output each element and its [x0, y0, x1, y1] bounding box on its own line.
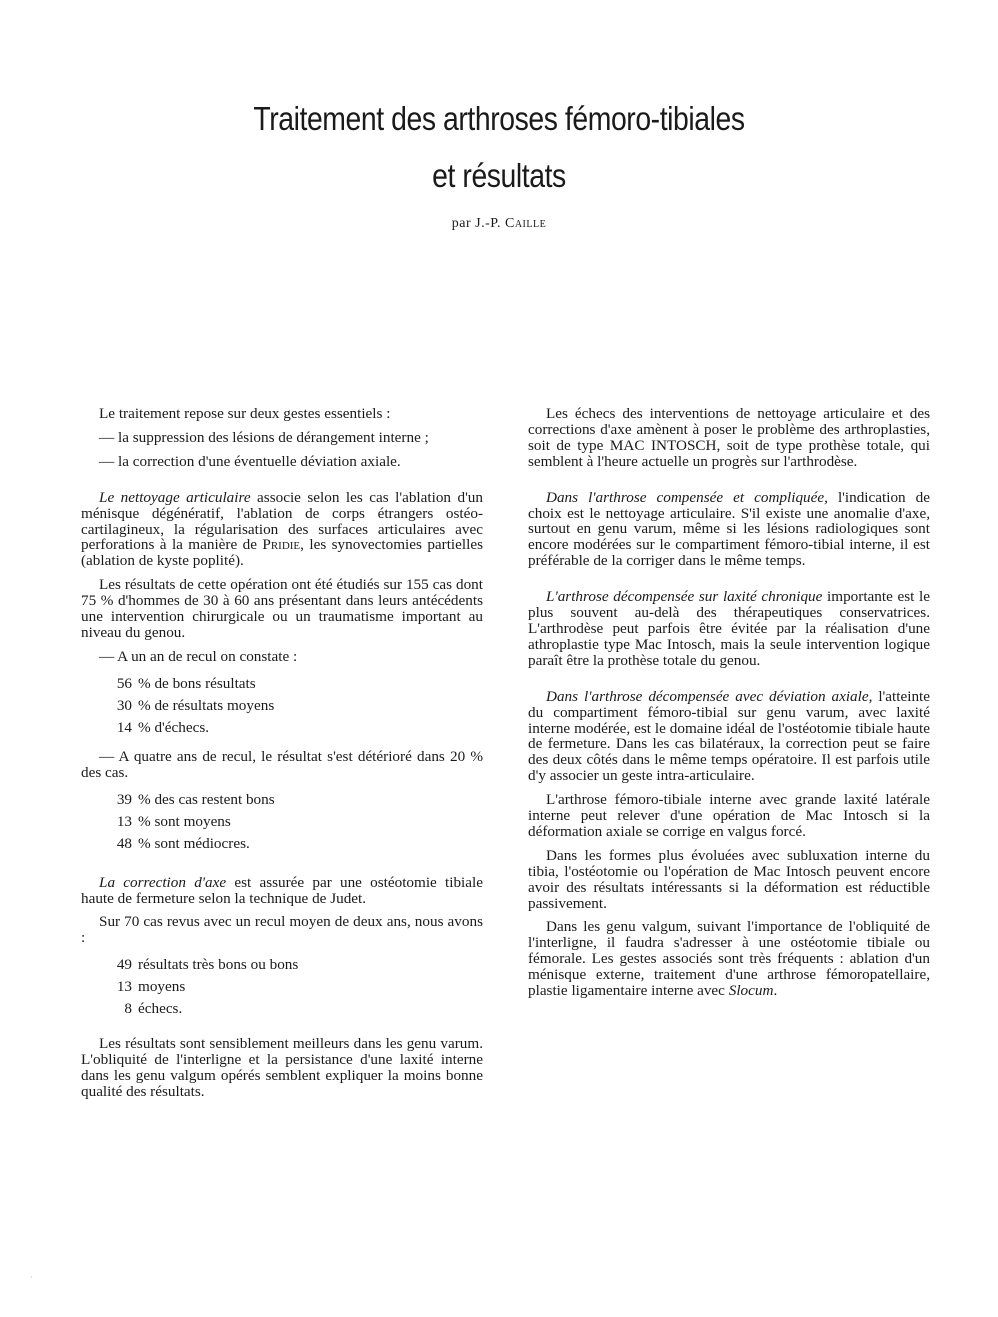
correction-text: est assurée par une ostéotomie tibiale haute de fermeture selon la technique de Judet.: [81, 873, 483, 907]
valgum-end: .: [773, 982, 778, 1000]
list-text: % de résultats moyens: [138, 696, 275, 714]
list-item: [116, 954, 483, 976]
list-number: 30: [116, 696, 132, 714]
list-item: [116, 998, 483, 1020]
right-column: [528, 406, 930, 1007]
slocum-name: Slocum: [728, 982, 774, 1000]
list-number: 8: [124, 1000, 132, 1018]
list-text: résultats très bons ou bons: [138, 956, 299, 974]
nettoyage-paragraph: [81, 490, 483, 570]
byline: [0, 216, 998, 232]
list-item: [116, 717, 483, 739]
list-text: échecs.: [138, 1000, 183, 1018]
title-line-1: Traitement des arthroses fémoro-tibiales: [253, 100, 745, 137]
subluxation-paragraph: Dans les formes plus évoluées avec subluxation interne du tibia, l'ostéotomie ou l'opération de Mac Intosch peuvent encore avoir des résultats intéressants si la déformation est réductible passivement.: [528, 846, 930, 912]
list-item: [116, 833, 483, 855]
compensee-heading: Dans l'arthrose compensée et compliquée,: [546, 488, 828, 506]
article-title: [70, 90, 928, 204]
left-column: [81, 406, 483, 1108]
list-text: % des cas restent bons: [138, 790, 275, 808]
list-number: 14: [116, 718, 132, 736]
title-line-2: et résultats: [432, 157, 566, 194]
compensee-text: l'indication de choix est le nettoyage articulaire. S'il existe une anomalie d'axe, surtout en genu varum, même si les lésions radiologiques sont encore modérées sur le compartiment fémoro-tibial interne, il est préférable de la corriger dans le même temps.: [528, 488, 930, 570]
list-text: % de bons résultats: [138, 674, 256, 692]
byline-prefix: par J.-P.: [451, 216, 501, 231]
list-text: % sont moyens: [138, 812, 231, 830]
list-number: 56: [116, 674, 132, 692]
resultats-paragraph: Les résultats de cette opération ont été étudiés sur 155 cas dont 75 % d'hommes de 30 à 60 ans présentant dans leurs antécédents une intervention chirurgicale ou un traumatisme important au niveau du genou.: [81, 576, 483, 641]
list-text: moyens: [138, 978, 186, 996]
list-number: 49: [116, 956, 132, 974]
list-item: [116, 789, 483, 811]
deviation-heading: Dans l'arthrose décompensée avec déviation axiale,: [546, 687, 873, 705]
margin-mark: ·: [30, 1272, 33, 1282]
list-text: % sont médiocres.: [138, 834, 250, 852]
laxite-text: importante est le plus souvent au-delà des thérapeutiques conservatrices. L'arthrodèse peut parfois être évitée par la réalisation d'une athroplastie type Mac Intosch, mais la seule intervention logique paraît être la prothèse totale du genou.: [528, 588, 931, 669]
list-item: [116, 811, 483, 833]
meilleurs-paragraph: Les résultats sont sensiblement meilleurs dans les genu varum. L'obliquité de l'interligne et la persistance d'une laxité interne dans les genu valgum opérés semblent expliquer la moins bonne qualité des résultats.: [81, 1035, 483, 1100]
list-text: % d'échecs.: [138, 718, 210, 736]
valgum-text: Dans les genu valgum, suivant l'importance de l'obliquité de l'interligne, il faudra s'adresser à une ostéotomie tibiale ou fémorale. Les gestes associés sont très fréquents : ablation d'un ménisque externe, traitement d'une arthrose fémoropatellaire, plastie ligamentaire interne avec: [528, 918, 930, 1000]
laxite-paragraph: [528, 589, 930, 669]
deviation-text: l'atteinte du compartiment fémoro-tibial sur genu varum, avec laxité interne modérée, est le domaine idéal de l'ostéotomie tibiale haute de fermeture. Dans les cas bilatéraux, la correction peut se faire des deux côtés dans le même temps opératoire. Il est parfois utile d'y associer un geste intra-articulaire.: [528, 687, 930, 785]
grande-laxite-paragraph: L'arthrose fémoro-tibiale interne avec grande laxité latérale interne peut relever d'une opération de Mac Intosch si la déformation axiale se corrige en valgus forcé.: [528, 791, 930, 840]
list-number: 13: [116, 978, 132, 996]
list-item: [116, 695, 483, 717]
valgum-paragraph: [528, 919, 930, 999]
nettoyage-text-b: , les synovectomies partielles (ablation de kyste poplité).: [81, 536, 483, 570]
laxite-heading: L'arthrose décompensée sur laxité chronique: [546, 588, 823, 606]
pridie-name: Pridie: [262, 536, 301, 554]
author-name: Caille: [505, 216, 547, 231]
quatre-ans-paragraph: — A quatre ans de recul, le résultat s'est détérioré dans 20 % des cas.: [81, 747, 483, 781]
list-number: 48: [116, 834, 132, 852]
deviation-paragraph: [528, 689, 930, 784]
results-list-2: [116, 789, 483, 855]
results-list-1: [116, 673, 483, 739]
list-item: [116, 976, 483, 998]
un-an-paragraph: — A un an de recul on constate :: [99, 647, 298, 665]
echecs-paragraph: Les échecs des interventions de nettoyage articulaire et des corrections d'axe amènent à poser le problème des arthroplasties, soit de type MAC INTOSCH, soit de type prothèse totale, qui semblent à l'heure actuelle un progrès sur l'arthrodèse.: [528, 405, 930, 470]
intro-paragraph: Le traitement repose sur deux gestes essentiels :: [99, 405, 391, 422]
dash-item-suppression: — la suppression des lésions de dérangement interne ;: [99, 428, 429, 446]
nettoyage-heading: Le nettoyage articulaire: [99, 488, 251, 506]
list-number: 13: [116, 812, 132, 830]
dash-item-correction: — la correction d'une éventuelle déviation axiale.: [99, 452, 401, 470]
nettoyage-text-a: associe selon les cas l'ablation d'un ménisque dégénératif, l'ablation de corps étrangers ostéo-cartilagineux, la régularisation des surfaces articulaires avec perforations à la manière de: [81, 488, 483, 554]
compensee-paragraph: [528, 490, 930, 570]
list-number: 39: [116, 790, 132, 808]
sur70-paragraph: Sur 70 cas revus avec un recul moyen de deux ans, nous avons :: [81, 913, 483, 947]
list-item: [116, 673, 483, 695]
results-list-3: [116, 954, 483, 1020]
correction-heading: La correction d'axe: [99, 873, 227, 891]
correction-paragraph: [81, 875, 483, 907]
